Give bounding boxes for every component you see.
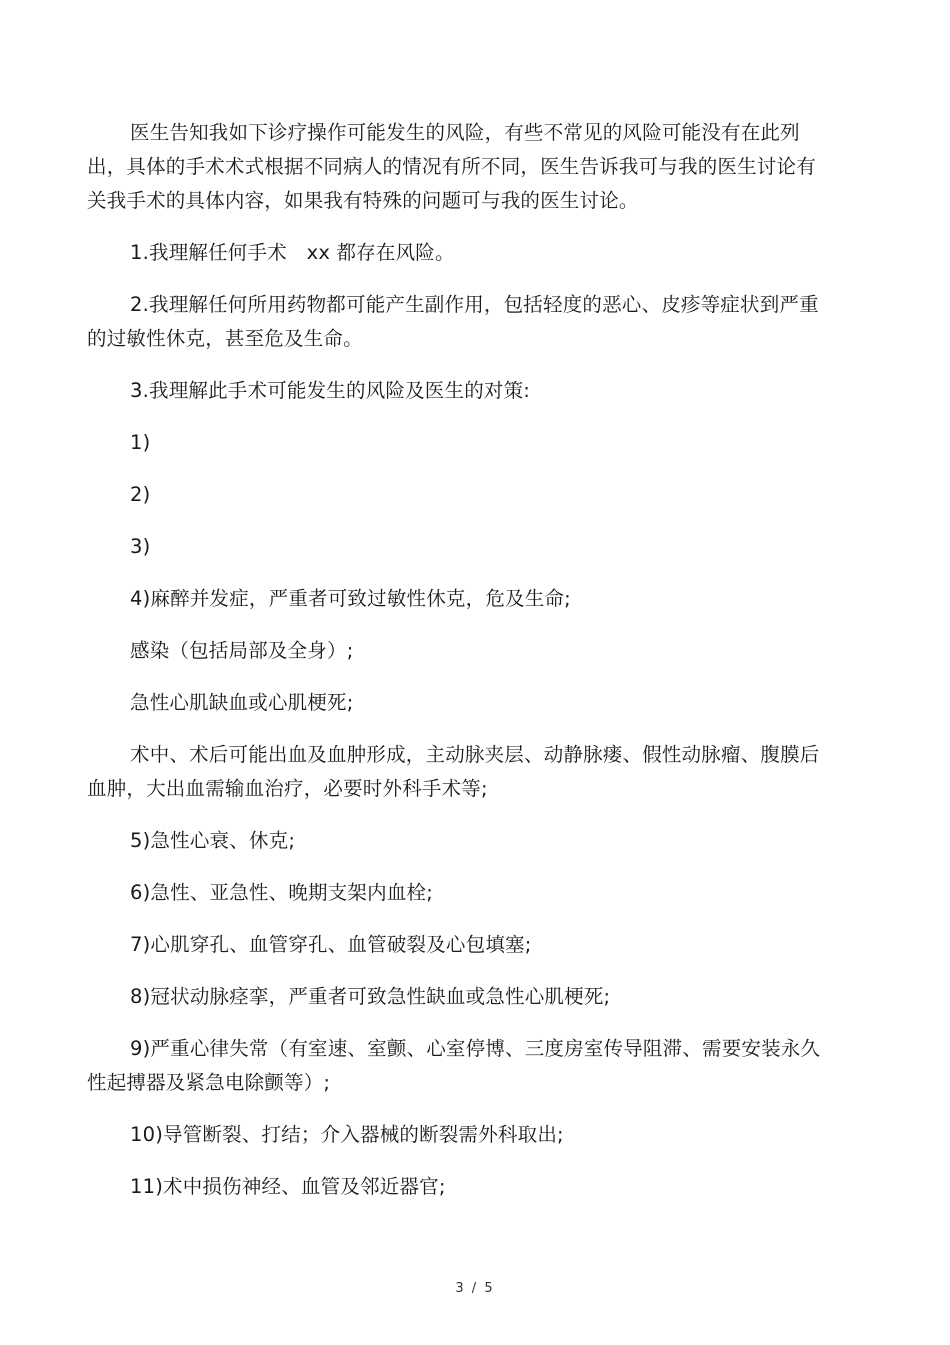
paragraph-intro: 医生告知我如下诊疗操作可能发生的风险，有些不常见的风险可能没有在此列出，具体的手术术式根据不同病人的情况有所不同，医生告诉我可与我的医生讨论有关我手术的具体内容，如果我有特殊的问题可与我的医生讨论。 (87, 121, 816, 212)
list-item-7: 7)心肌穿孔、血管穿孔、血管破裂及心包填塞; (130, 933, 532, 956)
list-item-4: 4)麻醉并发症，严重者可致过敏性休克，危及生命; (130, 587, 571, 610)
list-item-bleeding: 术中、术后可能出血及血肿形成，主动脉夹层、动静脉瘘、假性动脉瘤、腹膜后血肿，大出血需输血治疗，必要时外科手术等; (87, 743, 820, 800)
document-body (87, 116, 832, 1222)
list-item-2: 2) (130, 483, 151, 506)
list-item-3: 3) (130, 535, 151, 558)
list-item-6: 6)急性、亚急性、晚期支架内血栓; (130, 881, 433, 904)
list-item-8: 8)冠状动脉痉挛，严重者可致急性缺血或急性心肌梗死; (130, 985, 611, 1008)
paragraph-item-3: 3.我理解此手术可能发生的风险及医生的对策: (130, 379, 531, 402)
list-item-ischemia: 急性心肌缺血或心肌梗死; (130, 691, 354, 714)
paragraph-item-1: 1.我理解任何手术 xx 都存在风险。 (130, 241, 455, 264)
paragraph-item-2: 2.我理解任何所用药物都可能产生副作用，包括轻度的恶心、皮疹等症状到严重的过敏性休克，甚至危及生命。 (87, 293, 819, 350)
list-item-9: 9)严重心律失常（有室速、室颤、心室停博、三度房室传导阻滞、需要安装永久性起搏器及紧急电除颤等）; (87, 1037, 821, 1094)
list-item-infection: 感染（包括局部及全身）; (130, 639, 354, 662)
list-item-11: 11)术中损伤神经、血管及邻近器官; (130, 1175, 446, 1198)
list-item-10: 10)导管断裂、打结；介入器械的断裂需外科取出; (130, 1123, 564, 1146)
list-item-5: 5)急性心衰、休克; (130, 829, 296, 852)
list-item-1: 1) (130, 431, 151, 454)
page-indicator: 3 / 5 (455, 1281, 495, 1296)
